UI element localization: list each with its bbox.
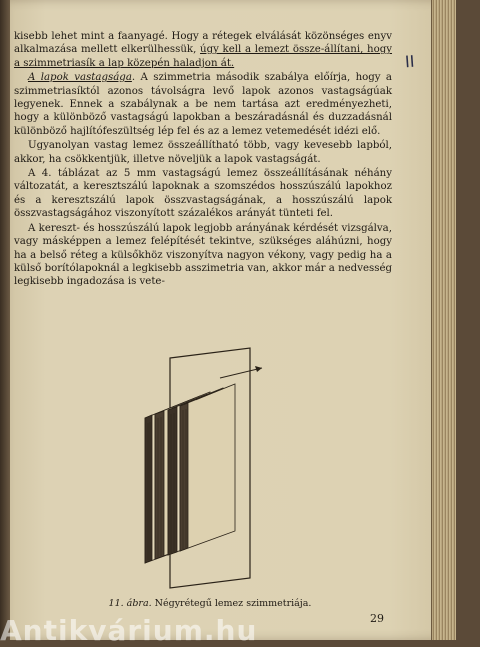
paragraph-segment: Ugyanolyan vastag lemez összeállítható több, vagy kevesebb lapból, akkor, ha csökkentjük, illetve növeljük a lapok vastagságát.: [14, 140, 392, 165]
paragraph-segment: A lapok vastagsága: [28, 72, 132, 84]
layer-1-side: [145, 415, 152, 563]
paragraph: [14, 30, 392, 70]
veneer-layers: [145, 384, 235, 563]
figure-caption: [40, 598, 380, 609]
page-number: 29: [370, 612, 384, 625]
paragraph-segment: A 4. táblázat az 5 mm vastagságú lemez összeállításának néhány változatát, a keresztszálú lapoknak a szomszédos hosszúszálú lapokhoz és a keresztszálú lapok összvastagságának, a hosszúszálú lapok összvastagságához viszonyított százalékos arányát tünteti fel.: [14, 168, 392, 220]
page-stack-edge: [431, 0, 456, 640]
paragraph-segment: A kereszt- és hosszúszálú lapok legjobb arányának kérdését vizsgálva, vagy másképpen a lemez felépítését tekintve, szükséges aláhúzni, hogy ha a belső réteg a külsőkhöz viszonyítva nagyon vékony, vagy pedig ha a külső borítólapoknál a legkisebb asszimetria van, akkor már a nedvesség legkisebb ingadozása is vete-: [14, 222, 392, 288]
paragraph: [14, 167, 392, 221]
paragraph-segment: kisebb lehet mint a faanyagé. Hogy a rétegek elválását közönséges enyv alkalmazása mellett elkerülhessük,: [14, 31, 392, 56]
figure-number: 11. ábra.: [108, 598, 152, 609]
paragraph-segment: úgy kell a lemezt össze-állítani, hogy a szimmetriasík a lap közepén haladjon át.: [14, 44, 393, 69]
paragraph: [14, 222, 392, 289]
book-spine-shadow: [0, 0, 10, 640]
layer-2-side: [155, 411, 164, 559]
body-text: [14, 30, 392, 289]
figure-caption-text: Négyrétegű lemez szimmetriája.: [154, 598, 312, 609]
paragraph: [14, 71, 392, 138]
paragraph: [14, 139, 392, 166]
plywood-symmetry-figure: [100, 338, 300, 603]
watermark-logo: Antikvárium.hu: [0, 614, 258, 647]
layer-4-side: [180, 403, 188, 551]
direction-arrow: [220, 368, 262, 378]
paragraph-segment: . A szimmetria második szabálya előírja, hogy a szimmetriasíktól azonos távolságra levő lapok azonos vastagságúak legyenek. Ennek a szabálynak a be nem tartása azt eredményezheti, hogy a különböző vastagságú lapokban a beszáradásnál és duzzadásnál különböző hajlítófeszültség lép fel és az a lemez vetemedését idézi elő.: [14, 72, 392, 137]
margin-pen-mark: II: [404, 51, 416, 72]
layer-3-side: [168, 407, 177, 555]
